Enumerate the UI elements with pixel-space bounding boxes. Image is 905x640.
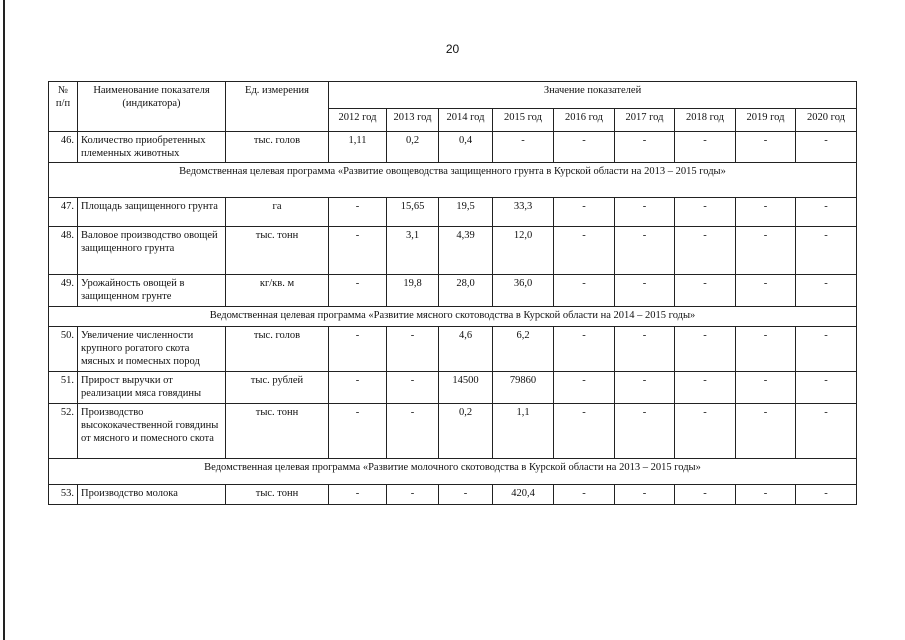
table-row bbox=[49, 132, 857, 163]
indicator-value: - bbox=[329, 371, 387, 403]
indicator-value: - bbox=[554, 403, 615, 458]
indicator-value: 15,65 bbox=[387, 198, 439, 227]
indicator-value: - bbox=[329, 227, 387, 275]
indicator-value: 79860 bbox=[493, 371, 554, 403]
indicator-value: - bbox=[796, 371, 857, 403]
table-row bbox=[49, 403, 857, 458]
table-row bbox=[49, 484, 857, 504]
unit-of-measure: тыс. рублей bbox=[226, 371, 329, 403]
unit-of-measure: тыс. тонн bbox=[226, 403, 329, 458]
row-number: 50. bbox=[49, 326, 78, 371]
indicator-name: Количество приобретенных племенных животных bbox=[78, 132, 226, 163]
indicator-value: 3,1 bbox=[387, 227, 439, 275]
indicator-value: - bbox=[675, 371, 736, 403]
indicator-value: 0,4 bbox=[439, 132, 493, 163]
indicator-value: 14500 bbox=[439, 371, 493, 403]
indicator-value: 1,11 bbox=[329, 132, 387, 163]
indicator-value: - bbox=[736, 326, 796, 371]
indicator-value: - bbox=[615, 484, 675, 504]
indicator-value: 36,0 bbox=[493, 275, 554, 306]
indicator-value: - bbox=[387, 326, 439, 371]
program-row bbox=[49, 306, 857, 326]
indicator-value: - bbox=[329, 326, 387, 371]
program-title: Ведомственная целевая программа «Развитие овощеводства защищенного грунта в Курской области на 2013 – 2015 годы» bbox=[49, 163, 857, 198]
page-number: 20 bbox=[445, 42, 460, 56]
row-number: 52. bbox=[49, 403, 78, 458]
header-unit: Ед. измерения bbox=[226, 82, 329, 132]
row-number: 51. bbox=[49, 371, 78, 403]
indicator-name: Производство молока bbox=[78, 484, 226, 504]
indicator-value: 19,5 bbox=[439, 198, 493, 227]
indicator-value: - bbox=[736, 132, 796, 163]
indicator-value: 0,2 bbox=[439, 403, 493, 458]
indicator-value: - bbox=[615, 132, 675, 163]
indicator-value: - bbox=[615, 371, 675, 403]
indicator-value: - bbox=[329, 198, 387, 227]
header-year: 2019 год bbox=[736, 109, 796, 132]
indicator-value: - bbox=[736, 484, 796, 504]
indicator-value: - bbox=[796, 403, 857, 458]
indicator-name: Прирост выручки от реализации мяса говядины bbox=[78, 371, 226, 403]
header-year: 2016 год bbox=[554, 109, 615, 132]
header-year: 2015 год bbox=[493, 109, 554, 132]
indicator-value: - bbox=[675, 198, 736, 227]
indicators-table bbox=[48, 81, 857, 505]
indicator-value: 28,0 bbox=[439, 275, 493, 306]
indicator-value: - bbox=[439, 484, 493, 504]
indicator-value: - bbox=[329, 275, 387, 306]
indicator-value: 33,3 bbox=[493, 198, 554, 227]
table-row bbox=[49, 371, 857, 403]
unit-of-measure: тыс. голов bbox=[226, 132, 329, 163]
header-year: 2018 год bbox=[675, 109, 736, 132]
indicator-value: - bbox=[675, 484, 736, 504]
indicator-value: - bbox=[796, 198, 857, 227]
table-row bbox=[49, 326, 857, 371]
indicator-value: - bbox=[675, 132, 736, 163]
indicator-value: 4,39 bbox=[439, 227, 493, 275]
row-number: 47. bbox=[49, 198, 78, 227]
indicator-value: 4,6 bbox=[439, 326, 493, 371]
program-row bbox=[49, 163, 857, 198]
indicator-value: - bbox=[329, 403, 387, 458]
header-num: № п/п bbox=[49, 82, 78, 132]
indicator-value: 6,2 bbox=[493, 326, 554, 371]
indicator-value: - bbox=[736, 227, 796, 275]
program-title: Ведомственная целевая программа «Развитие мясного скотоводства в Курской области на 2014 – 2015 годы» bbox=[49, 306, 857, 326]
indicator-value: - bbox=[554, 275, 615, 306]
indicator-name: Производство высококачественной говядины от мясного и помесного скота bbox=[78, 403, 226, 458]
indicator-name: Валовое производство овощей защищенного грунта bbox=[78, 227, 226, 275]
header-year: 2013 год bbox=[387, 109, 439, 132]
indicator-value: - bbox=[736, 403, 796, 458]
indicator-value: - bbox=[554, 326, 615, 371]
program-row bbox=[49, 458, 857, 484]
indicator-name: Урожайность овощей в защищенном грунте bbox=[78, 275, 226, 306]
indicator-value: - bbox=[615, 227, 675, 275]
row-number: 49. bbox=[49, 275, 78, 306]
table-body bbox=[49, 132, 857, 505]
indicator-value: - bbox=[387, 371, 439, 403]
indicator-value: - bbox=[615, 403, 675, 458]
row-number: 46. bbox=[49, 132, 78, 163]
indicator-value: - bbox=[554, 198, 615, 227]
indicator-value: - bbox=[615, 275, 675, 306]
indicator-value: 12,0 bbox=[493, 227, 554, 275]
indicator-value: 0,2 bbox=[387, 132, 439, 163]
unit-of-measure: га bbox=[226, 198, 329, 227]
indicator-value: - bbox=[675, 326, 736, 371]
indicator-value: - bbox=[796, 484, 857, 504]
indicator-value: 420,4 bbox=[493, 484, 554, 504]
indicator-name: Увеличение численности крупного рогатого скота мясных и помесных пород bbox=[78, 326, 226, 371]
unit-of-measure: кг/кв. м bbox=[226, 275, 329, 306]
indicator-value: - bbox=[554, 484, 615, 504]
indicator-value: - bbox=[387, 484, 439, 504]
indicator-value: - bbox=[736, 371, 796, 403]
indicator-value: - bbox=[675, 227, 736, 275]
indicator-value: - bbox=[796, 326, 857, 371]
row-number: 48. bbox=[49, 227, 78, 275]
indicator-value: - bbox=[736, 198, 796, 227]
header-year: 2014 год bbox=[439, 109, 493, 132]
header-name: Наименование показателя (индикатора) bbox=[78, 82, 226, 132]
indicator-name: Площадь защищенного грунта bbox=[78, 198, 226, 227]
indicator-value: 1,1 bbox=[493, 403, 554, 458]
indicator-value: - bbox=[796, 275, 857, 306]
indicator-value: - bbox=[736, 275, 796, 306]
indicator-value: - bbox=[554, 227, 615, 275]
unit-of-measure: тыс. тонн bbox=[226, 227, 329, 275]
table-row bbox=[49, 227, 857, 275]
header-year: 2012 год bbox=[329, 109, 387, 132]
header-year: 2017 год bbox=[615, 109, 675, 132]
table-row bbox=[49, 275, 857, 306]
indicator-value: - bbox=[615, 198, 675, 227]
indicator-value: - bbox=[796, 227, 857, 275]
indicator-value: - bbox=[615, 326, 675, 371]
header-year: 2020 год bbox=[796, 109, 857, 132]
indicator-value: - bbox=[675, 275, 736, 306]
indicator-value: 19,8 bbox=[387, 275, 439, 306]
indicator-value: - bbox=[554, 371, 615, 403]
table-row bbox=[49, 198, 857, 227]
indicator-value: - bbox=[675, 403, 736, 458]
unit-of-measure: тыс. голов bbox=[226, 326, 329, 371]
indicator-value: - bbox=[387, 403, 439, 458]
indicator-value: - bbox=[796, 132, 857, 163]
header-values: Значение показателей bbox=[329, 82, 857, 109]
row-number: 53. bbox=[49, 484, 78, 504]
program-title: Ведомственная целевая программа «Развитие молочного скотоводства в Курской области на 2013 – 2015 годы» bbox=[49, 458, 857, 484]
indicator-value: - bbox=[554, 132, 615, 163]
indicator-value: - bbox=[329, 484, 387, 504]
page-edge-line bbox=[3, 0, 5, 640]
indicator-value: - bbox=[493, 132, 554, 163]
unit-of-measure: тыс. тонн bbox=[226, 484, 329, 504]
